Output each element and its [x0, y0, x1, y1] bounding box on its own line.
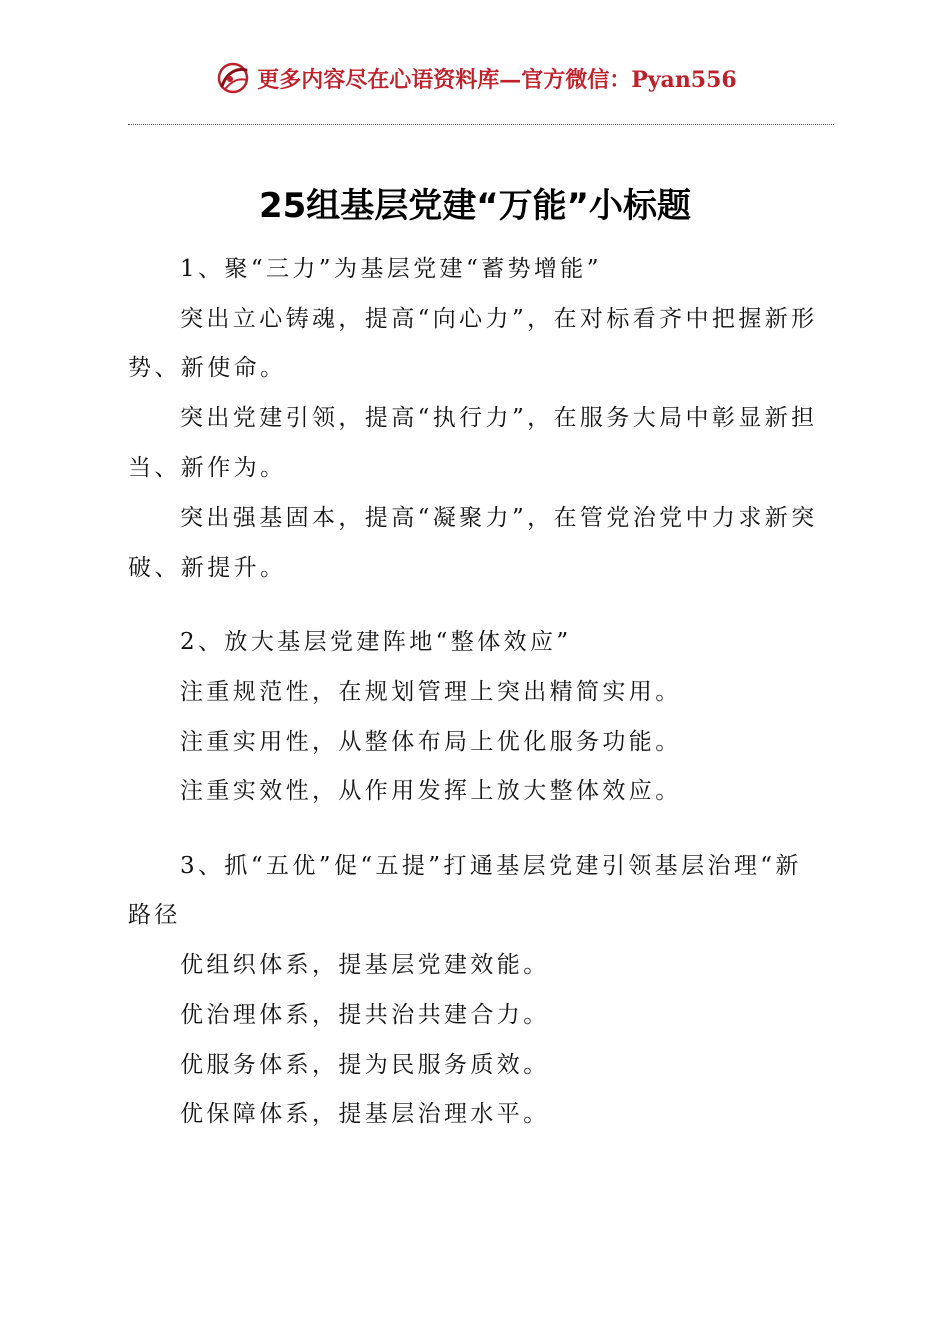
section-3-paragraph-3: 优服务体系，提为民服务质效。: [180, 1052, 550, 1078]
header-banner-text: 更多内容尽在心语资料库—官方微信：Pyan556: [257, 66, 737, 93]
section-3-heading-line-2: 路径: [128, 902, 181, 928]
section-1-paragraph-3-line-2: 破、新提升。: [128, 555, 287, 581]
section-1-paragraph-2-line-2: 当、新作为。: [128, 455, 287, 481]
section-1-paragraph-1-line-2: 势、新使命。: [128, 355, 287, 381]
section-2-paragraph-1: 注重规范性，在规划管理上突出精简实用。: [180, 679, 682, 705]
section-1-paragraph-1-line-1: 突出立心铸魂，提高“向心力”，在对标看齐中把握新形: [180, 306, 818, 332]
section-3-paragraph-4: 优保障体系，提基层治理水平。: [180, 1101, 550, 1127]
red-swirl-logo-icon: [213, 58, 253, 98]
section-2-heading: 2、放大基层党建阵地“整体效应”: [180, 629, 572, 655]
section-1-paragraph-3-line-1: 突出强基固本，提高“凝聚力”，在管党治党中力求新突: [180, 505, 818, 531]
section-3-heading-line-1: 3、抓“五优”促“五提”打通基层党建引领基层治理“新: [180, 853, 802, 879]
section-1-paragraph-2-line-1: 突出党建引领，提高“执行力”，在服务大局中彰显新担: [180, 405, 818, 431]
section-3-paragraph-2: 优治理体系，提共治共建合力。: [180, 1002, 550, 1028]
section-1-heading: 1、聚“三力”为基层党建“蓄势增能”: [180, 256, 602, 282]
section-2-paragraph-2: 注重实用性，从整体布局上优化服务功能。: [180, 729, 682, 755]
header-divider: [128, 124, 834, 125]
page-header: [0, 56, 950, 100]
section-2-paragraph-3: 注重实效性，从作用发挥上放大整体效应。: [180, 778, 682, 804]
document-title: 25组基层党建“万能”小标题: [258, 186, 691, 226]
section-3-paragraph-1: 优组织体系，提基层党建效能。: [180, 952, 550, 978]
